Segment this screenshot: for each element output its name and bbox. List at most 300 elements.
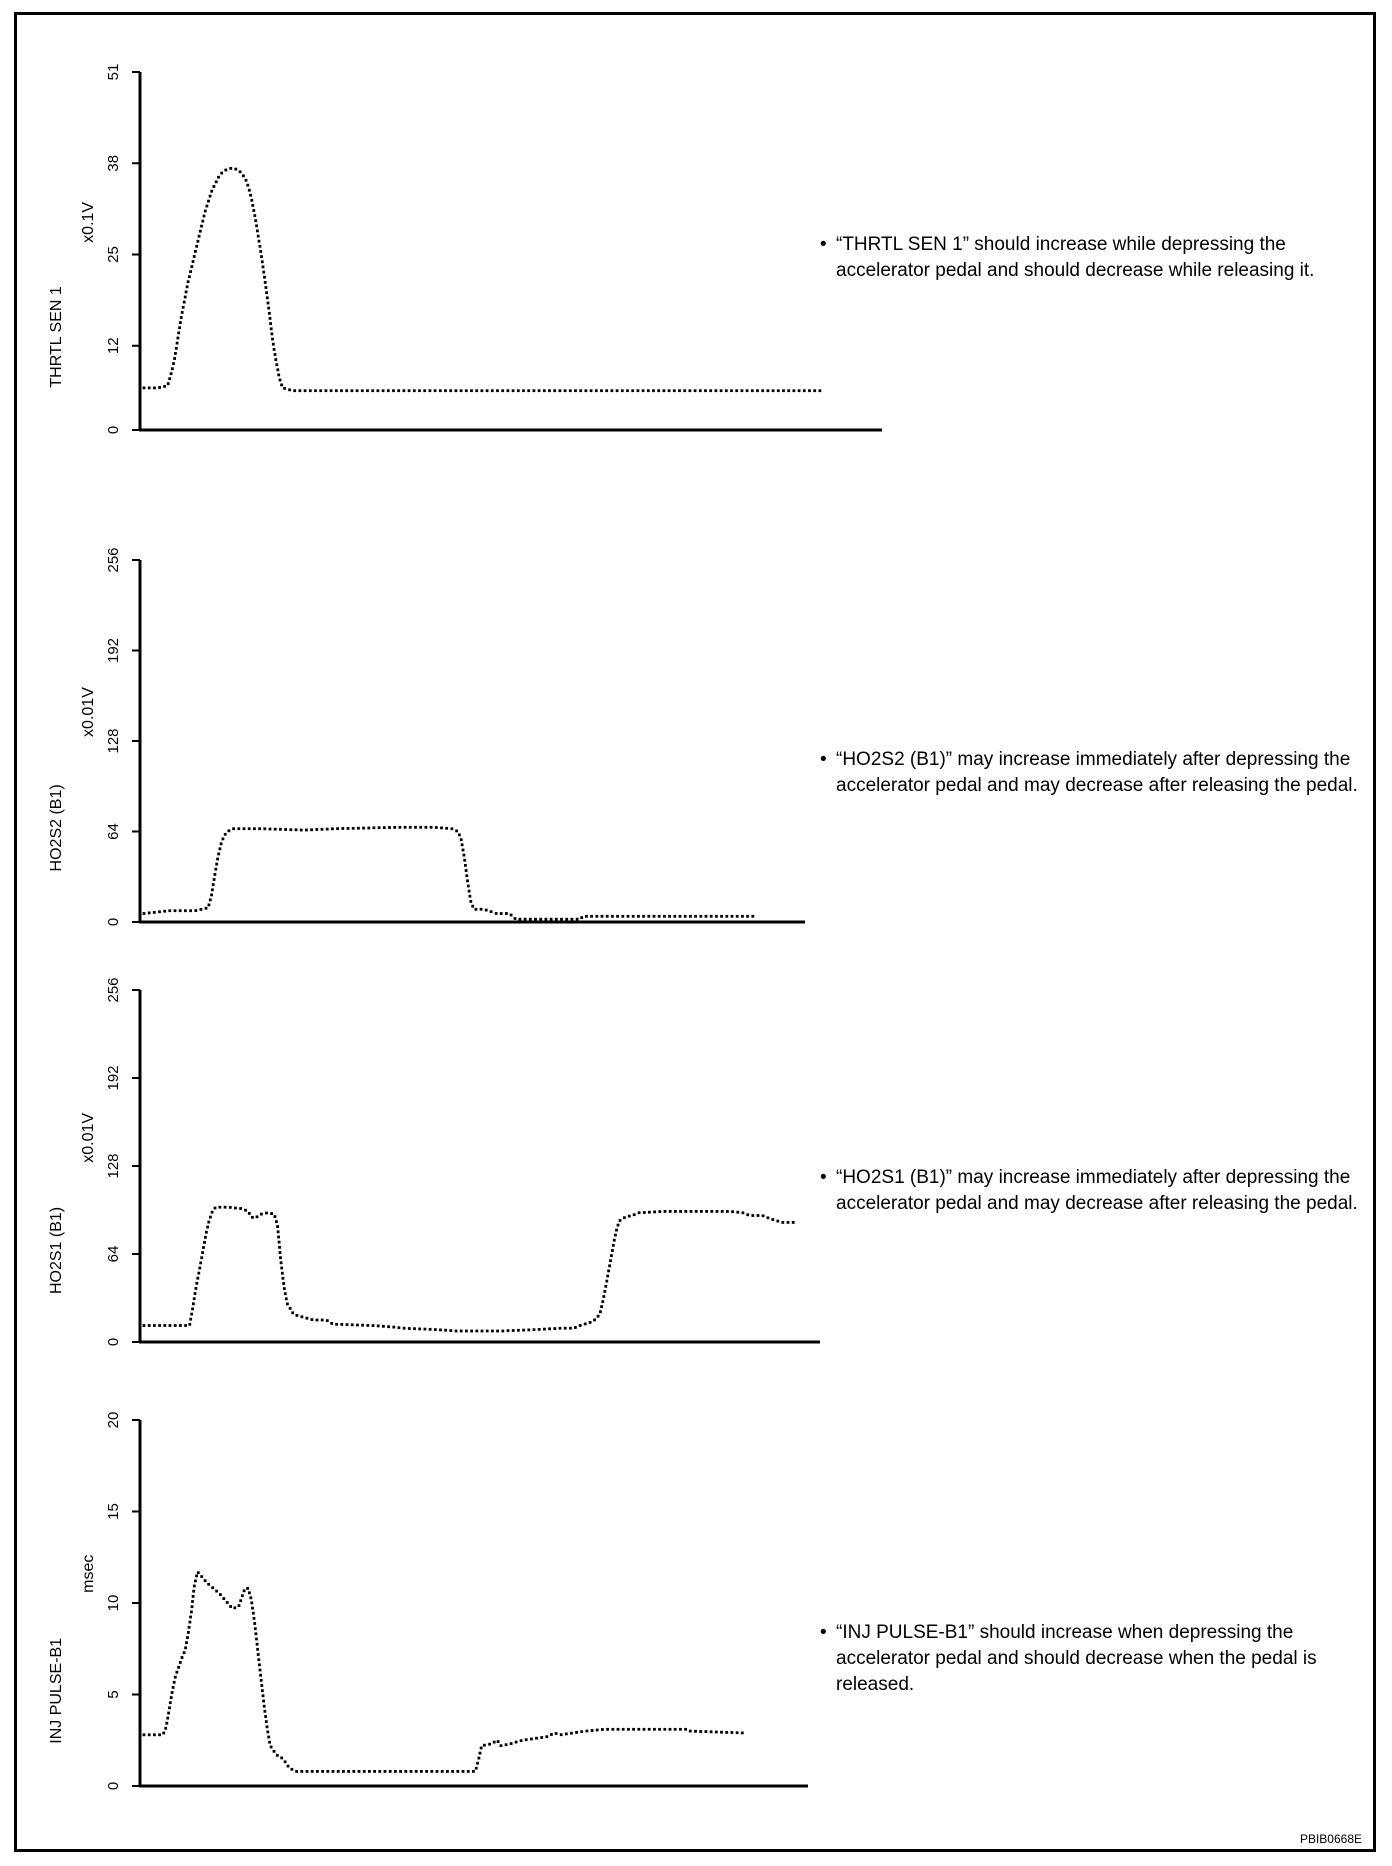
ho2s1-trace-dot bbox=[584, 1323, 587, 1326]
thrtl-trace-dot bbox=[259, 250, 262, 253]
inj-trace-dot bbox=[399, 1770, 402, 1773]
ho2s1-trace-dot bbox=[638, 1211, 641, 1214]
ho2s1-trace-dot bbox=[619, 1219, 622, 1222]
ho2s1-trace-dot bbox=[153, 1324, 156, 1327]
ho2s2-trace-dot bbox=[715, 915, 718, 918]
inj-trace-dot bbox=[262, 1700, 265, 1703]
ho2s1-trace-dot bbox=[382, 1325, 385, 1328]
thrtl-trace-dot bbox=[274, 353, 277, 356]
ho2s1-trace-dot bbox=[559, 1327, 562, 1330]
ho2s1-trace-dot bbox=[244, 1209, 247, 1212]
ho2s1-trace-dot bbox=[278, 1246, 281, 1249]
inj-trace-dot bbox=[575, 1731, 578, 1734]
ho2s1-trace-dot bbox=[418, 1328, 421, 1331]
inj-trace-dot bbox=[243, 1589, 246, 1592]
ho2s1-trace-dot bbox=[190, 1313, 193, 1316]
ho2s2-trace-dot bbox=[465, 869, 468, 872]
ho2s2-trace-dot bbox=[215, 863, 218, 866]
ho2s2-trace-dot bbox=[725, 915, 728, 918]
note-bullet: • bbox=[820, 1167, 827, 1188]
thrtl-trace-dot bbox=[663, 389, 666, 392]
inj-trace-dot bbox=[478, 1757, 481, 1760]
thrtl-trace-dot bbox=[215, 180, 218, 183]
inj-trace-dot bbox=[250, 1602, 253, 1605]
thrtl-trace-dot bbox=[803, 389, 806, 392]
thrtl-trace-dot bbox=[253, 214, 256, 217]
ho2s2-trace-dot bbox=[217, 853, 220, 856]
inj-trace-dot bbox=[720, 1731, 723, 1734]
thrtl-trace-dot bbox=[413, 389, 416, 392]
thrtl-trace-dot bbox=[258, 240, 261, 243]
ho2s2-trace-dot bbox=[746, 915, 749, 918]
inj-trace-dot bbox=[254, 1627, 257, 1630]
inj-trace-dot bbox=[637, 1728, 640, 1731]
ho2s1-trace-dot bbox=[219, 1206, 222, 1209]
ho2s1-trace-dot bbox=[316, 1319, 319, 1322]
thrtl-trace-dot bbox=[163, 385, 166, 388]
thrtl-trace-dot bbox=[605, 389, 608, 392]
inj-trace-dot bbox=[389, 1770, 392, 1773]
ho2s1-trace-dot bbox=[781, 1221, 784, 1224]
inj-trace-dot bbox=[363, 1770, 366, 1773]
inj-trace-dot bbox=[172, 1686, 175, 1689]
ho2s2-trace-dot bbox=[228, 829, 231, 832]
ho2s2-trace-dot bbox=[658, 915, 661, 918]
ho2s1-trace-dot bbox=[643, 1211, 646, 1214]
inj-trace-dot bbox=[493, 1741, 496, 1744]
ho2s1-trace-dot bbox=[202, 1246, 205, 1249]
ho2s1-trace-dot bbox=[284, 1292, 287, 1295]
ho2s1-trace-dot bbox=[163, 1324, 166, 1327]
thrtl-trace-dot bbox=[273, 348, 276, 351]
ho2s2-trace-dot bbox=[435, 826, 438, 829]
ho2s2-trace-dot bbox=[414, 826, 417, 829]
ho2s1-trace-dot bbox=[239, 1207, 242, 1210]
inj-ytick-label: 10 bbox=[105, 1594, 122, 1612]
ho2s2-trace-dot bbox=[219, 847, 222, 850]
ho2s1-trace-dot bbox=[481, 1330, 484, 1333]
ho2s1-unit-label: x0.01V bbox=[80, 1112, 97, 1163]
ho2s1-trace-dot bbox=[695, 1210, 698, 1213]
inj-trace-dot bbox=[525, 1738, 528, 1741]
thrtl-trace-dot bbox=[345, 389, 348, 392]
ho2s2-trace-dot bbox=[445, 827, 448, 830]
inj-trace-dot bbox=[267, 1736, 270, 1739]
thrtl-trace-dot bbox=[242, 174, 245, 177]
thrtl-trace-dot bbox=[173, 357, 176, 360]
ho2s1-trace-dot bbox=[731, 1210, 734, 1213]
thrtl-trace-dot bbox=[741, 389, 744, 392]
inj-trace-dot bbox=[596, 1729, 599, 1732]
inj-trace-dot bbox=[211, 1586, 214, 1589]
ho2s1-trace-dot bbox=[767, 1216, 770, 1219]
ho2s1-trace-dot bbox=[211, 1211, 214, 1214]
ho2s1-trace-dot bbox=[196, 1277, 199, 1280]
ho2s2-trace-dot bbox=[673, 915, 676, 918]
inj-trace-dot bbox=[190, 1611, 193, 1614]
ho2s1-trace-dot bbox=[543, 1328, 546, 1331]
thrtl-trace-dot bbox=[694, 389, 697, 392]
ho2s2-trace-dot bbox=[243, 827, 246, 830]
thrtl-trace-dot bbox=[808, 389, 811, 392]
thrtl-trace-dot bbox=[787, 389, 790, 392]
thrtl-trace-dot bbox=[263, 276, 266, 279]
thrtl-trace-dot bbox=[259, 245, 262, 248]
ho2s1-trace-dot bbox=[289, 1307, 292, 1310]
ho2s1-trace-dot bbox=[209, 1216, 212, 1219]
ho2s2-trace-dot bbox=[362, 827, 365, 830]
ho2s1-trace-dot bbox=[214, 1207, 217, 1210]
ho2s1-trace-dot bbox=[439, 1329, 442, 1332]
ho2s1-trace-dot bbox=[679, 1210, 682, 1213]
inj-trace-dot bbox=[257, 1658, 260, 1661]
ho2s2-trace-dot bbox=[539, 918, 542, 921]
inj-trace-dot bbox=[165, 1722, 168, 1725]
ho2s1-trace-dot bbox=[787, 1221, 790, 1224]
inj-trace-dot bbox=[342, 1770, 345, 1773]
inj-trace-dot bbox=[253, 1622, 256, 1625]
inj-trace-dot bbox=[699, 1730, 702, 1733]
ho2s1-trace-dot bbox=[615, 1229, 618, 1232]
ho2s1-trace-dot bbox=[792, 1221, 795, 1224]
inj-trace-dot bbox=[200, 1575, 203, 1578]
ho2s2-trace-dot bbox=[458, 834, 461, 837]
thrtl-trace-dot bbox=[813, 389, 816, 392]
inj-trace-dot bbox=[176, 1671, 179, 1674]
ho2s2-ytick-label: 128 bbox=[105, 728, 122, 754]
ho2s1-trace-dot bbox=[710, 1210, 713, 1213]
inj-ytick-label: 0 bbox=[105, 1781, 122, 1791]
ho2s2-trace-dot bbox=[224, 833, 227, 836]
ho2s1-trace-dot bbox=[197, 1272, 200, 1275]
ho2s2-trace-dot bbox=[425, 826, 428, 829]
ho2s1-trace-dot bbox=[434, 1328, 437, 1331]
ho2s1-trace-dot bbox=[274, 1215, 277, 1218]
ho2s2-trace-dot bbox=[490, 910, 493, 913]
thrtl-trace-dot bbox=[496, 389, 499, 392]
inj-trace-dot bbox=[253, 1617, 256, 1620]
thrtl-trace-dot bbox=[673, 389, 676, 392]
ho2s1-trace-dot bbox=[771, 1218, 774, 1221]
inj-trace-dot bbox=[736, 1731, 739, 1734]
thrtl-trace-dot bbox=[366, 389, 369, 392]
ho2s2-trace-dot bbox=[590, 915, 593, 918]
thrtl-trace-dot bbox=[260, 255, 263, 258]
inj-trace-dot bbox=[462, 1770, 465, 1773]
thrtl-trace-dot bbox=[689, 389, 692, 392]
thrtl-trace-dot bbox=[180, 316, 183, 319]
ho2s2-trace-dot bbox=[534, 918, 537, 921]
ho2s1-trace-dot bbox=[283, 1287, 286, 1290]
inj-trace-dot bbox=[601, 1728, 604, 1731]
inj-trace-dot bbox=[611, 1728, 614, 1731]
thrtl-trace-dot bbox=[198, 235, 201, 238]
thrtl-trace-dot bbox=[611, 389, 614, 392]
ho2s2-trace-dot bbox=[627, 915, 630, 918]
thrtl-trace-dot bbox=[184, 296, 187, 299]
inj-trace-dot bbox=[284, 1760, 287, 1763]
thrtl-trace-dot bbox=[275, 363, 278, 366]
ho2s1-trace-dot bbox=[194, 1292, 197, 1295]
thrtl-trace-dot bbox=[782, 389, 785, 392]
ho2s2-trace-dot bbox=[467, 885, 470, 888]
thrtl-trace-dot bbox=[600, 389, 603, 392]
ho2s1-trace-dot bbox=[424, 1328, 427, 1331]
ho2s2-trace-dot bbox=[699, 915, 702, 918]
thrtl-ytick-label: 25 bbox=[105, 246, 122, 263]
ho2s2-trace-dot bbox=[689, 915, 692, 918]
thrtl-trace-dot bbox=[553, 389, 556, 392]
thrtl-trace-dot bbox=[361, 389, 364, 392]
ho2s1-trace-dot bbox=[705, 1210, 708, 1213]
thrtl-trace-dot bbox=[491, 389, 494, 392]
inj-ytick-label: 5 bbox=[105, 1690, 122, 1699]
ho2s2-trace-dot bbox=[430, 826, 433, 829]
thrtl-trace-dot bbox=[213, 185, 216, 188]
thrtl-trace-dot bbox=[224, 169, 227, 172]
ho2s2-trace-dot bbox=[736, 915, 739, 918]
ho2s1-ytick-label: 256 bbox=[105, 977, 122, 1003]
inj-trace-dot bbox=[467, 1770, 470, 1773]
inj-trace-dot bbox=[153, 1733, 156, 1736]
ho2s1-trace-dot bbox=[335, 1323, 338, 1326]
ho2s1-trace-dot bbox=[279, 1256, 282, 1259]
thrtl-trace-dot bbox=[720, 389, 723, 392]
inj-trace-dot bbox=[257, 1653, 260, 1656]
inj-trace-dot bbox=[169, 1701, 172, 1704]
ho2s2-trace-dot bbox=[632, 915, 635, 918]
note-inj bbox=[820, 1620, 1375, 1698]
ho2s1-trace-dot bbox=[751, 1214, 754, 1217]
ho2s2-trace-dot bbox=[237, 827, 240, 830]
thrtl-trace-dot bbox=[186, 285, 189, 288]
inj-trace-dot bbox=[475, 1767, 478, 1770]
ho2s2-trace-dot bbox=[710, 915, 713, 918]
figure-code: PBIB0668E bbox=[1299, 1832, 1362, 1846]
ho2s1-trace-dot bbox=[522, 1329, 525, 1332]
ho2s2-trace-dot bbox=[705, 915, 708, 918]
ho2s1-trace-dot bbox=[278, 1241, 281, 1244]
thrtl-trace-dot bbox=[239, 170, 242, 173]
inj-trace-dot bbox=[174, 1676, 177, 1679]
ho2s2-trace-dot bbox=[694, 915, 697, 918]
note-bullet: • bbox=[820, 749, 827, 770]
inj-trace-dot bbox=[255, 1638, 258, 1641]
thrtl-trace-dot bbox=[579, 389, 582, 392]
ho2s1-trace-dot bbox=[736, 1211, 739, 1214]
inj-trace-dot bbox=[586, 1730, 589, 1733]
ho2s2-trace-dot bbox=[565, 918, 568, 921]
ho2s2-trace-dot bbox=[214, 868, 217, 871]
note-ho2s2 bbox=[820, 747, 1375, 799]
thrtl-trace-dot bbox=[418, 389, 421, 392]
inj-trace-dot bbox=[580, 1730, 583, 1733]
inj-trace-dot bbox=[415, 1770, 418, 1773]
thrtl-trace-dot bbox=[392, 389, 395, 392]
thrtl-trace-dot bbox=[501, 389, 504, 392]
thrtl-trace-dot bbox=[199, 230, 202, 233]
inj-trace-dot bbox=[287, 1765, 290, 1768]
ho2s1-trace-dot bbox=[281, 1272, 284, 1275]
ho2s2-trace-dot bbox=[163, 910, 166, 913]
inj-trace-dot bbox=[497, 1740, 500, 1743]
inj-trace-dot bbox=[684, 1728, 687, 1731]
thrtl-trace-dot bbox=[538, 389, 541, 392]
ho2s1-trace-dot bbox=[611, 1249, 614, 1252]
thrtl-trace-dot bbox=[699, 389, 702, 392]
thrtl-trace-dot bbox=[267, 307, 270, 310]
inj-trace-dot bbox=[259, 1669, 262, 1672]
inj-trace-dot bbox=[663, 1728, 666, 1731]
thrtl-trace-dot bbox=[434, 389, 437, 392]
thrtl-trace-dot bbox=[335, 389, 338, 392]
thrtl-trace-dot bbox=[250, 199, 253, 202]
ho2s2-trace-dot bbox=[550, 918, 553, 921]
thrtl-trace-dot bbox=[543, 389, 546, 392]
inj-trace-dot bbox=[222, 1597, 225, 1600]
inj-trace-dot bbox=[480, 1747, 483, 1750]
inj-trace-dot bbox=[306, 1770, 309, 1773]
ho2s1-trace-dot bbox=[192, 1302, 195, 1305]
thrtl-trace-dot bbox=[522, 389, 525, 392]
ho2s2-trace-dot bbox=[469, 900, 472, 903]
thrtl-trace-dot bbox=[319, 389, 322, 392]
inj-trace-dot bbox=[164, 1727, 167, 1730]
ho2s2-trace-dot bbox=[214, 873, 217, 876]
ho2s2-trace-dot bbox=[461, 843, 464, 846]
thrtl-trace-dot bbox=[171, 367, 174, 370]
thrtl-trace-dot bbox=[356, 389, 359, 392]
ho2s1-trace-dot bbox=[653, 1211, 656, 1214]
ho2s1-trace-dot bbox=[201, 1251, 204, 1254]
note-thrtl bbox=[820, 232, 1375, 284]
ho2s1-trace-dot bbox=[377, 1325, 380, 1328]
inj-trace-dot bbox=[188, 1626, 191, 1629]
inj-trace-dot bbox=[674, 1728, 677, 1731]
thrtl-trace-dot bbox=[767, 389, 770, 392]
thrtl-trace-dot bbox=[188, 275, 191, 278]
ho2s1-trace-dot bbox=[613, 1239, 616, 1242]
thrtl-trace-dot bbox=[819, 389, 822, 392]
inj-trace-dot bbox=[483, 1744, 486, 1747]
ho2s1-trace-dot bbox=[285, 1297, 288, 1300]
ho2s1-trace-dot bbox=[169, 1324, 172, 1327]
ho2s2-trace-dot bbox=[621, 915, 624, 918]
ho2s2-trace-dot bbox=[158, 910, 161, 913]
ho2s1-trace-dot bbox=[251, 1216, 254, 1219]
ho2s1-trace-dot bbox=[234, 1207, 237, 1210]
ho2s2-trace-dot bbox=[451, 827, 454, 830]
ho2s1-trace-dot bbox=[277, 1230, 280, 1233]
ho2s2-trace-dot bbox=[419, 826, 422, 829]
ho2s2-trace-dot bbox=[500, 912, 503, 915]
ho2s1-trace-dot bbox=[527, 1329, 530, 1332]
thrtl-trace-dot bbox=[652, 389, 655, 392]
ho2s2-trace-dot bbox=[295, 828, 298, 831]
inj-trace-dot bbox=[352, 1770, 355, 1773]
ho2s1-trace-dot bbox=[465, 1330, 468, 1333]
ho2s2-trace-dot bbox=[210, 894, 213, 897]
ho2s1-trace-dot bbox=[200, 1256, 203, 1259]
ho2s1-trace-dot bbox=[776, 1220, 779, 1223]
ho2s1-trace-dot bbox=[444, 1329, 447, 1332]
ho2s1-trace-dot bbox=[475, 1330, 478, 1333]
ho2s1-trace-dot bbox=[206, 1226, 209, 1229]
ho2s2-trace-dot bbox=[305, 829, 308, 832]
inj-trace-dot bbox=[378, 1770, 381, 1773]
thrtl-trace-dot bbox=[512, 389, 515, 392]
thrtl-trace-dot bbox=[153, 387, 156, 390]
ho2s2-trace-dot bbox=[263, 827, 266, 830]
ho2s2-ytick-label: 64 bbox=[105, 823, 122, 840]
thrtl-trace-dot bbox=[217, 176, 220, 179]
inj-trace-dot bbox=[669, 1728, 672, 1731]
inj-trace-dot bbox=[515, 1741, 518, 1744]
inj-trace-dot bbox=[258, 1663, 261, 1666]
thrtl-trace-dot bbox=[444, 389, 447, 392]
ho2s2-trace-dot bbox=[576, 918, 579, 921]
inj-trace-dot bbox=[441, 1770, 444, 1773]
thrtl-trace-dot bbox=[279, 379, 282, 382]
ho2s1-trace-dot bbox=[607, 1270, 610, 1273]
ho2s2-trace-dot bbox=[585, 915, 588, 918]
ho2s1-trace-dot bbox=[533, 1328, 536, 1331]
thrtl-trace-dot bbox=[204, 210, 207, 213]
inj-trace-dot bbox=[261, 1689, 264, 1692]
thrtl-trace-dot bbox=[148, 387, 151, 390]
ho2s2-trace-dot bbox=[326, 828, 329, 831]
inj-y-label: INJ PULSE-B1 bbox=[48, 1637, 65, 1744]
thrtl-trace-dot bbox=[220, 172, 223, 175]
inj-trace-dot bbox=[266, 1725, 269, 1728]
thrtl-trace-dot bbox=[798, 389, 801, 392]
ho2s1-trace-dot bbox=[614, 1234, 617, 1237]
thrtl-trace-dot bbox=[271, 333, 274, 336]
thrtl-trace-dot bbox=[761, 389, 764, 392]
thrtl-trace-dot bbox=[201, 220, 204, 223]
inj-trace-dot bbox=[262, 1694, 265, 1697]
inj-trace-dot bbox=[241, 1594, 244, 1597]
inj-trace-dot bbox=[520, 1739, 523, 1742]
ho2s2-trace-dot bbox=[462, 849, 465, 852]
ho2s1-trace-dot bbox=[387, 1325, 390, 1328]
ho2s2-trace-dot bbox=[611, 915, 614, 918]
ho2s1-trace-dot bbox=[195, 1287, 198, 1290]
ho2s1-trace-dot bbox=[609, 1259, 612, 1262]
thrtl-trace-dot bbox=[270, 327, 273, 330]
ho2s2-trace-dot bbox=[560, 918, 563, 921]
inj-trace-dot bbox=[184, 1646, 187, 1649]
ho2s1-trace-dot bbox=[658, 1210, 661, 1213]
ho2s2-trace-dot bbox=[463, 859, 466, 862]
ho2s2-trace-dot bbox=[258, 827, 261, 830]
inj-trace-dot bbox=[731, 1731, 734, 1734]
ho2s1-trace-dot bbox=[203, 1241, 206, 1244]
thrtl-trace-dot bbox=[564, 389, 567, 392]
thrtl-trace-dot bbox=[382, 389, 385, 392]
ho2s2-trace-dot bbox=[174, 909, 177, 912]
inj-trace-dot bbox=[264, 1710, 267, 1713]
inj-trace-dot bbox=[472, 1770, 475, 1773]
ho2s1-trace-dot bbox=[398, 1326, 401, 1329]
ho2s2-trace-dot bbox=[720, 915, 723, 918]
inj-trace-dot bbox=[204, 1579, 207, 1582]
ho2s1-trace-dot bbox=[306, 1317, 309, 1320]
inj-trace-dot bbox=[741, 1732, 744, 1735]
thrtl-trace-dot bbox=[621, 389, 624, 392]
inj-trace-dot bbox=[192, 1590, 195, 1593]
thrtl-trace-dot bbox=[206, 205, 209, 208]
